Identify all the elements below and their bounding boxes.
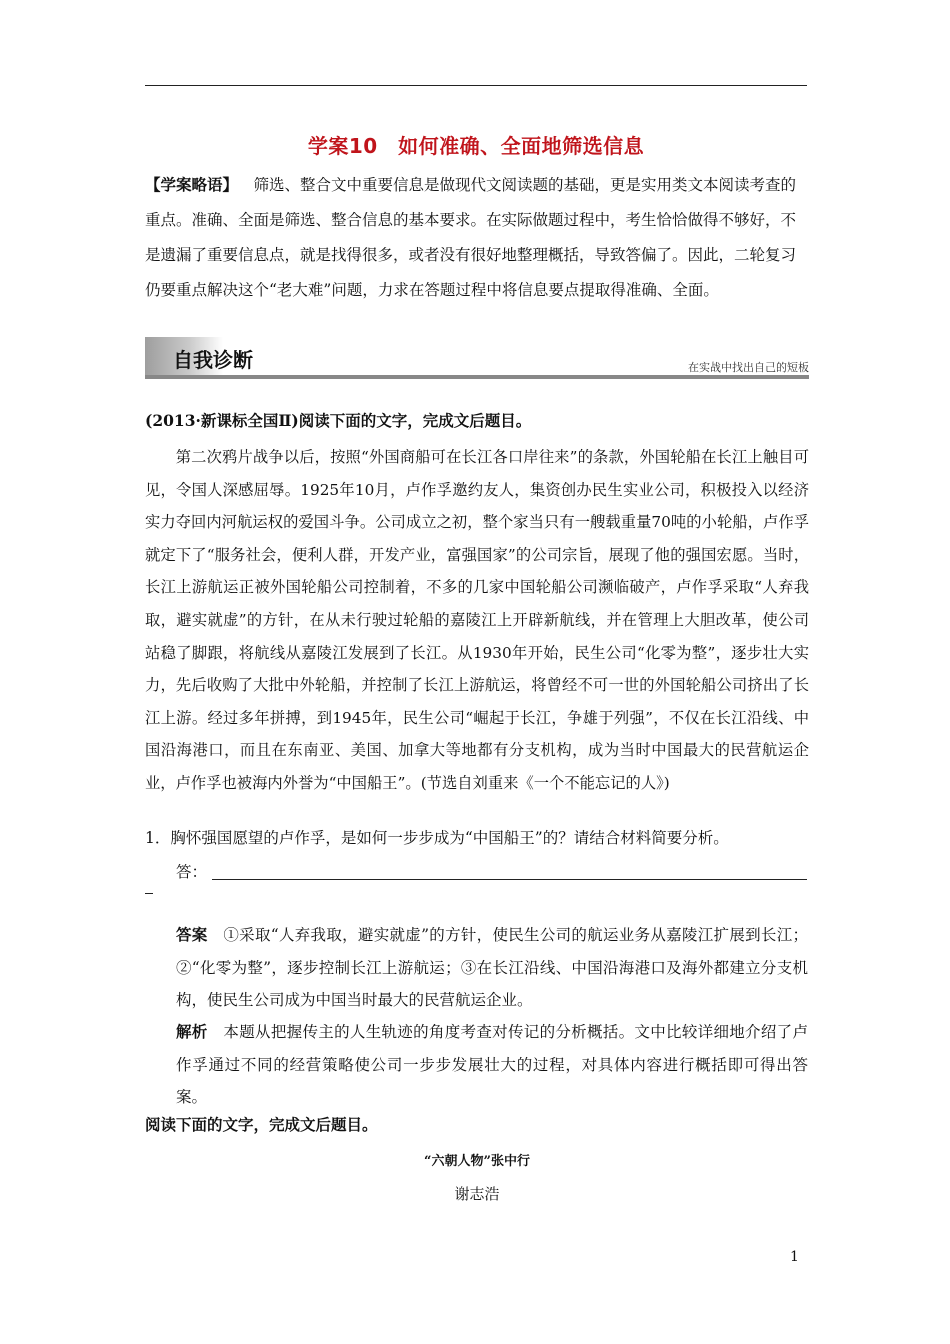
page-title: 学案10 如何准确、全面地筛选信息 (307, 134, 645, 158)
analysis-label: 解析 (176, 1022, 208, 1041)
answer-blank-line (212, 879, 807, 880)
analysis-block (176, 1016, 808, 1114)
summary-paragraph (145, 167, 809, 308)
passage-text: 第二次鸦片战争以后，按照“外国商船可在长江各口岸往来”的条款，外国轮船在长江上触目可见，令国人深感屈辱。1925年10月，卢作孚邀约友人，集资创办民生实业公司，积极投入以经济实力夺回内河航运权的爱国斗争。公司成立之初，整个家当只有一艘载重量70吨的小轮船，卢作孚就定下了“服务社会，便利人群，开发产业，富强国家”的公司宗旨，展现了他的强国宏愿。当时，长江上游航运正被外国轮船公司控制着，不多的几家中国轮船公司濒临破产，卢作孚采取“人弃我取，避实就虚”的方针，在从未行驶过轮船的嘉陵江上开辟新航线，并在管理上大胆改革，使公司站稳了脚跟，将航线从嘉陵江发展到了长江。从1930年开始，民生公司“化零为整”，逐步壮大实力，先后收购了大批中外轮船，并控制了长江上游航运，将曾经不可一世的外国轮船公司挤出了长江上游。经过多年拼搏，到1945年，民生公司“崛起于长江，争雄于列强”，不仅在长江沿线、中国沿海港口，而且在东南亚、美国、加拿大等地都有分支机构，成为当时中国最大的民营航运企业，卢作孚也被海内外誉为“中国船王”。(节选自刘重来《一个不能忘记的人》) (145, 448, 809, 792)
answer-text: ①采取“人弃我取，避实就虚”的方针，使民生公司的航运业务从嘉陵江扩展到长江；②“化零为整”，逐步控制长江上游航运；③在长江沿线、中国沿海港口及海外都建立分支机构，使民生公司成为中国当时最大的民营航运企业。 (176, 926, 808, 1009)
reading-passage (145, 441, 809, 800)
section-title: 自我诊断 (173, 348, 253, 372)
section-header-bar (145, 375, 809, 379)
question-1: 1．胸怀强国愿望的卢作孚，是如何一步步成为“中国船王”的？请结合材料简要分析。 (145, 829, 729, 847)
answer-prompt: 答： (176, 863, 208, 881)
exercise-source: (2013·新课标全国Ⅱ)阅读下面的文字，完成文后题目。 (145, 411, 532, 430)
analysis-text: 本题从把握传主的人生轨迹的角度考查对传记的分析概括。文中比较详细地介绍了卢作孚通过不同的经营策略使公司一步步发展壮大的过程，对具体内容进行概括即可得出答案。 (176, 1023, 808, 1106)
section-header (145, 337, 809, 383)
answer-label: 答案 (176, 925, 208, 944)
next-instruction: 阅读下面的文字，完成文后题目。 (145, 1115, 378, 1134)
summary-label: 【学案略语】 (145, 175, 239, 194)
article-title: “六朝人物”张中行 (424, 1154, 530, 1169)
section-subtitle: 在实战中找出自己的短板 (688, 361, 809, 374)
answer-block (176, 919, 808, 1017)
header-rule (145, 85, 807, 86)
summary-text: 筛选、整合文中重要信息是做现代文阅读题的基础，更是实用类文本阅读考查的重点。准确、全面是筛选、整合信息的基本要求。在实际做题过程中，考生恰恰做得不够好，不是遗漏了重要信息点，就是找得很多，或者没有很好地整理概括，导致答偏了。因此，二轮复习仍要重点解决这个“老大难”问题，力求在答题过程中将信息要点提取得准确、全面。 (145, 176, 797, 299)
page-number: 1 (790, 1249, 799, 1265)
article-author: 谢志浩 (454, 1185, 500, 1203)
answer-blank-dash (145, 893, 153, 894)
